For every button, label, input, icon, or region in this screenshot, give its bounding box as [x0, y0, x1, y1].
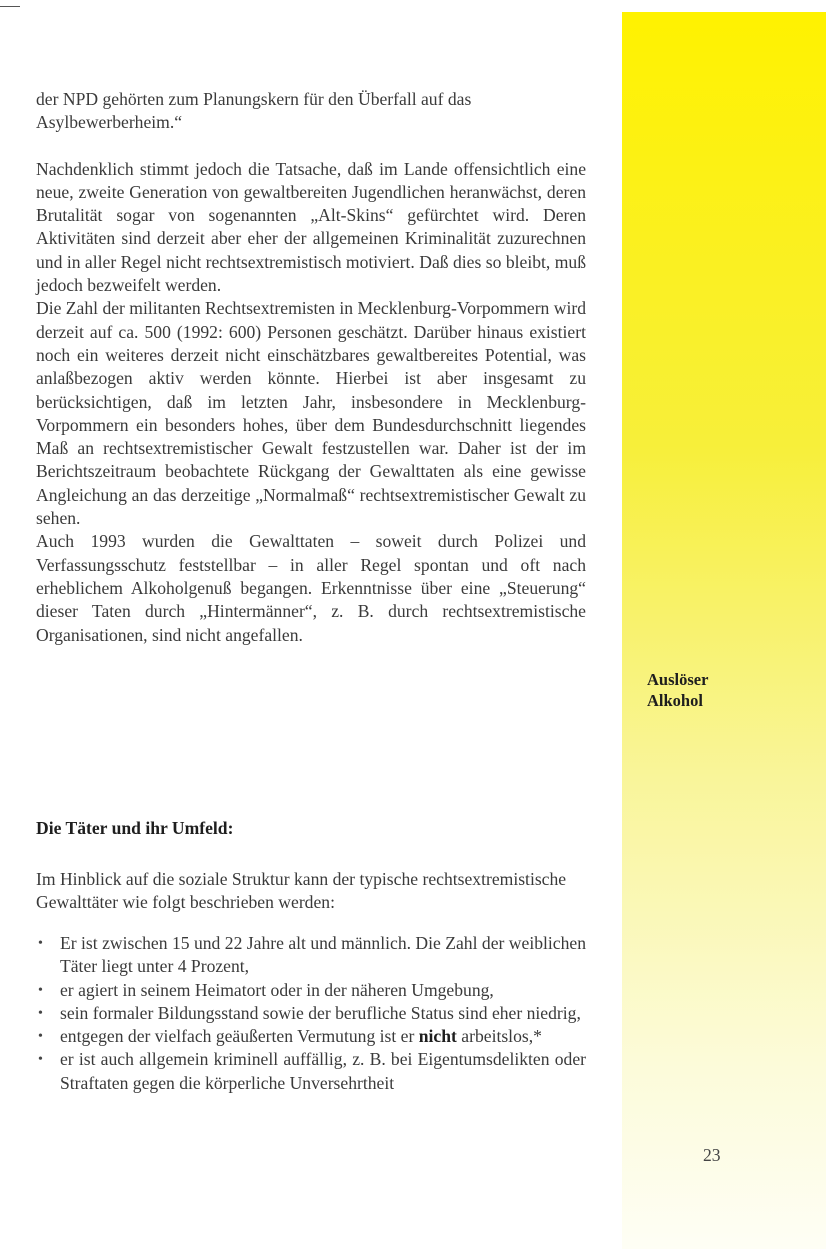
- list-item: • er ist auch allgemein kriminell auffällig, z. B. bei Eigentumsdelikten oder Straftaten gegen die körperliche Unversehrtheit: [36, 1048, 586, 1095]
- marginal-note-line: Alkohol: [647, 691, 703, 710]
- marginal-note: [647, 669, 708, 711]
- list-item-text: arbeitslos,*: [456, 1026, 542, 1047]
- marginal-note-line: Auslöser: [647, 670, 709, 689]
- paragraph-militant-count: Die Zahl der militanten Rechtsextremisten in Mecklenburg-Vorpommern wird derzeit auf ca. 500 (1992: 600) Personen geschätzt. Darüber hinaus existiert noch ein weiteres derzeit nicht einschätzbares gewaltbereites Potential, was anlaßbezogen aktiv werden könnte. Hierbei ist aber insgesamt zu berücksichtigen, daß im letzten Jahr, insbesondere in Mecklenburg-Vorpommern ein besonders hohes, über dem Bundesdurchschnitt liegendes Maß an rechtsextremistischer Gewalt festzustellen war. Daher ist der im Berichtszeitraum beobachtete Rückgang der Gewalttaten als eine gewisse Angleichung an das derzeitige „Normalmaß“ rechtsextremistischer Gewalt zu sehen.: [36, 298, 586, 529]
- corner-mark: [0, 6, 20, 7]
- body-text: [36, 88, 586, 647]
- list-item-text: entgegen der vielfach geäußerten Vermutung ist er: [60, 1026, 419, 1047]
- paragraph-spontaneous-acts: Auch 1993 wurden die Gewalttaten – soweit durch Polizei und Verfassungsschutz feststellbar – in aller Regel spontan und oft nach erheblichem Alkoholgenuß begangen. Erkenntnisse über eine „Steuerung“ dieser Taten durch „Hintermänner“, z. B. durch rechtsextremistische Organisationen, sind nicht angefallen.: [36, 531, 586, 645]
- list-item: • Er ist zwischen 15 und 22 Jahre alt und männlich. Die Zahl der weiblichen Täter liegt unter 4 Prozent,: [36, 932, 586, 979]
- intro-paragraph: Im Hinblick auf die soziale Struktur kann der typische rechtsextremistische Gewalttäter wie folgt beschrieben werden:: [36, 869, 567, 913]
- paragraph-new-generation: Nachdenklich stimmt jedoch die Tatsache, daß im Lande offensichtlich eine neue, zweite Generation von gewaltbereiten Jugendlichen heranwächst, deren Brutalität sogar von sogenannten „Alt-Skins“ gefürchtet wird. Deren Aktivitäten sind derzeit aber eher der allgemeinen Kriminalität zuzurechnen und in aller Regel nicht rechtsextremistisch motiviert. Daß dies so bleibt, muß jedoch bezweifelt werden.: [36, 158, 586, 296]
- list-item: [36, 1025, 586, 1048]
- offender-profile-list: [36, 932, 586, 1095]
- margin-band: [622, 12, 826, 1249]
- section-heading: Die Täter und ihr Umfeld:: [36, 818, 234, 838]
- emphasis-text: nicht: [418, 1026, 457, 1047]
- page-number: 23: [703, 1145, 721, 1165]
- list-item: • er agiert in seinem Heimatort oder in der näheren Umgebung,: [36, 979, 586, 1002]
- paragraph-continuation: der NPD gehörten zum Planungskern für den Überfall auf das Asylbewerberheim.“: [36, 89, 472, 133]
- list-item: • sein formaler Bildungsstand sowie der berufliche Status sind eher niedrig,: [36, 1002, 586, 1025]
